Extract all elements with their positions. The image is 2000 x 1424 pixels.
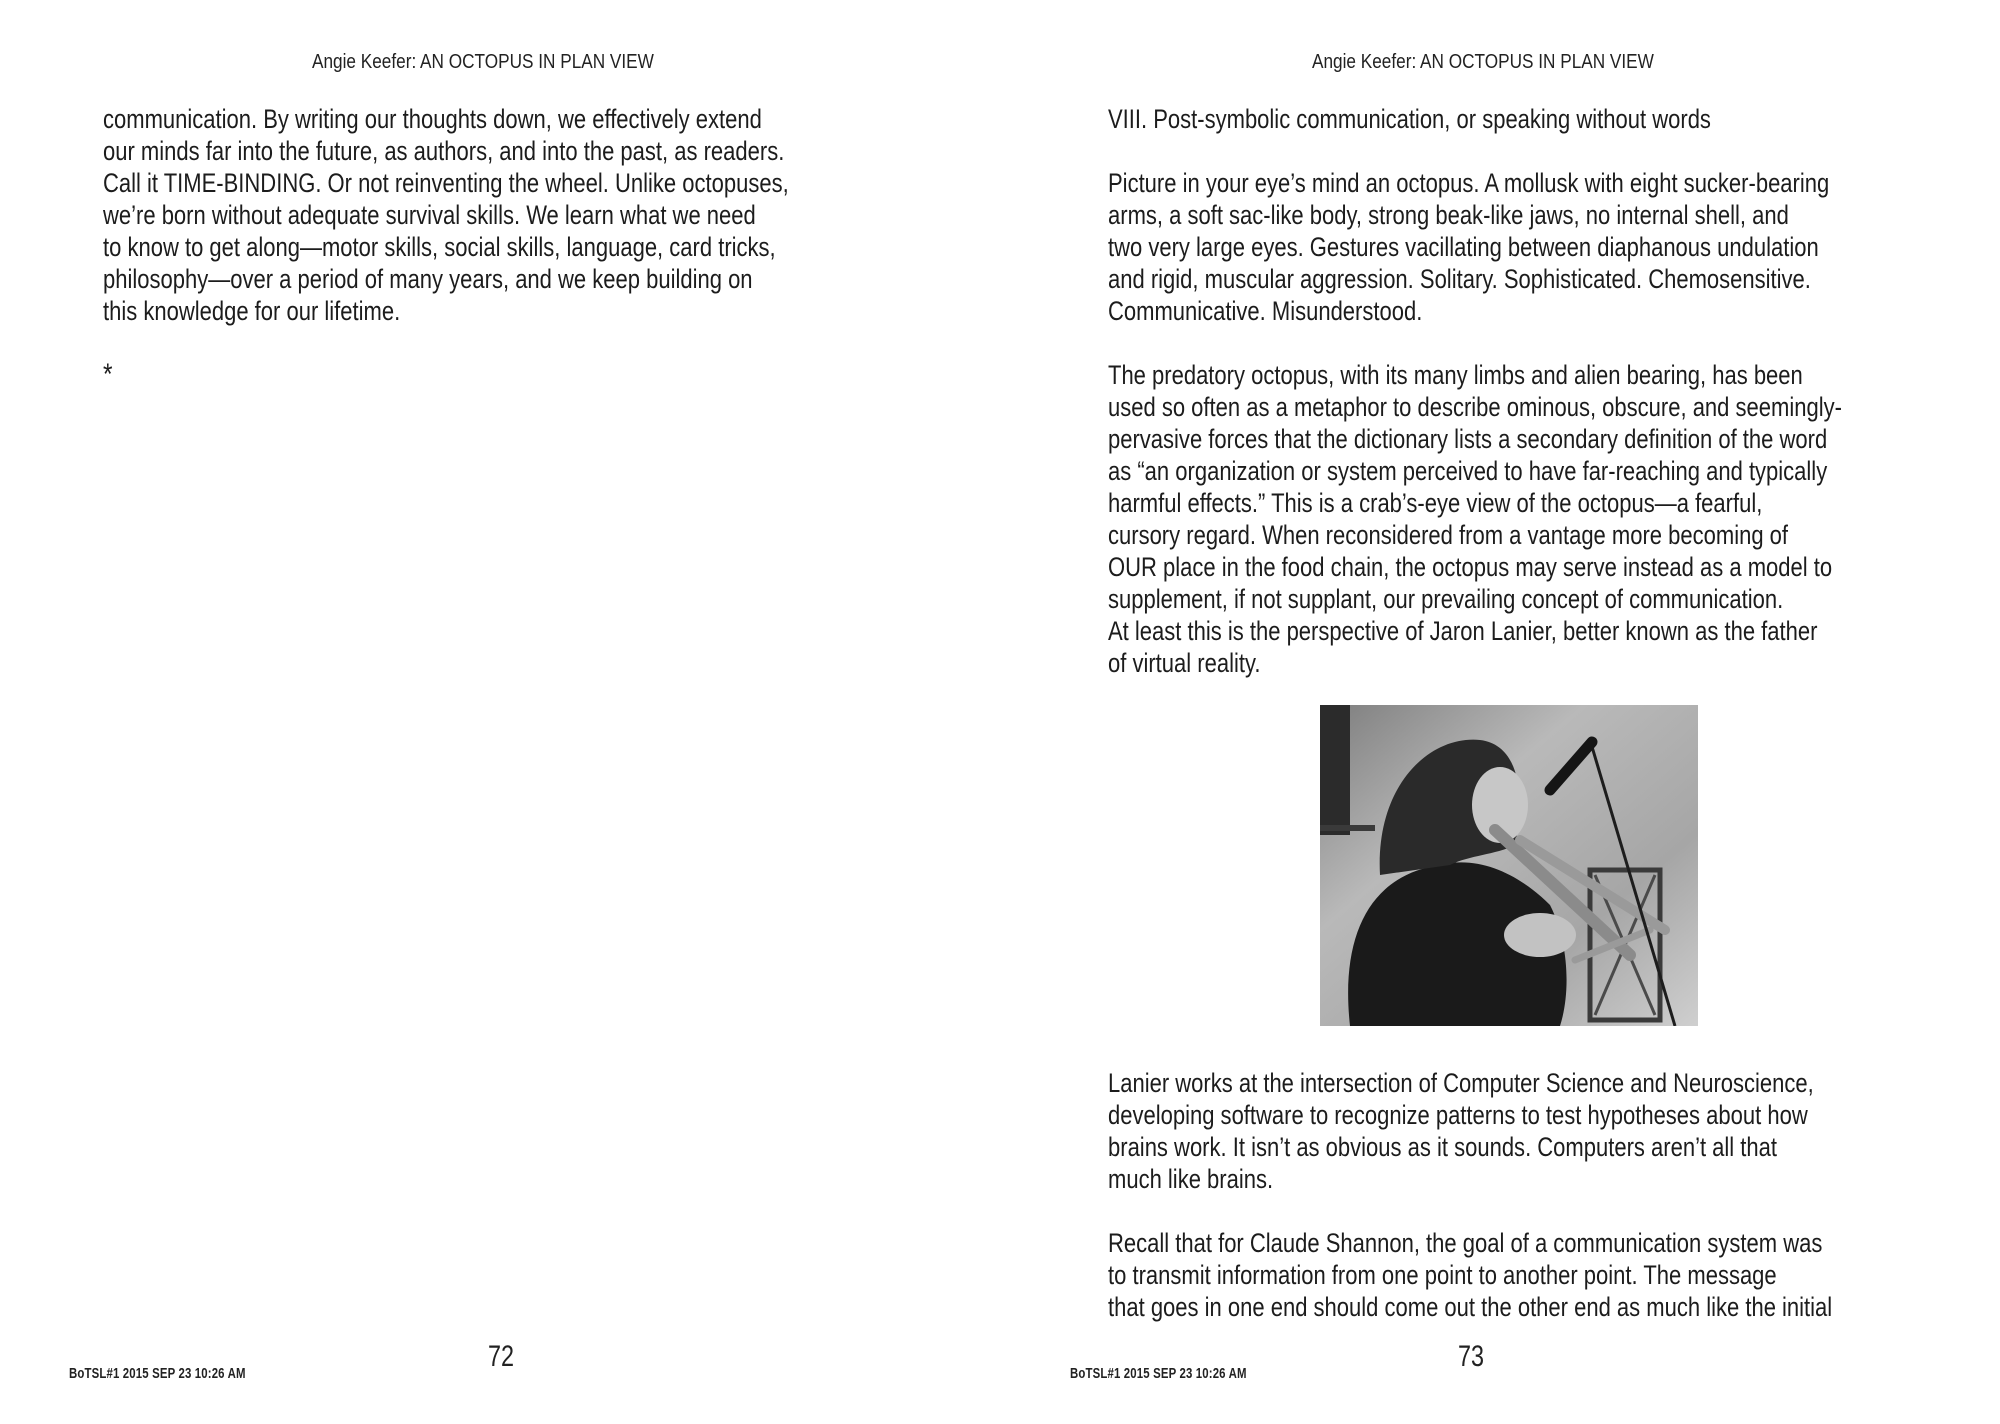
text-line: OUR place in the food chain, the octopus may serve instead as a model to — [1108, 552, 1833, 582]
paragraph-gap — [1108, 327, 2000, 359]
text-line: to know to get along—motor skills, social skills, language, card tricks, — [103, 232, 776, 262]
right-page — [1000, 0, 2000, 1424]
body-text — [103, 103, 944, 391]
text-line: and rigid, muscular aggression. Solitary. Sophisticated. Chemosensitive. — [1108, 264, 1811, 294]
text-line: as “an organization or system perceived to have far-reaching and typically — [1108, 456, 1828, 486]
photo-jaron-lanier — [1320, 705, 1698, 1026]
paragraph-gap — [1108, 135, 2000, 167]
photo-dark-pillar — [1320, 705, 1350, 835]
text-line: Call it TIME-BINDING. Or not reinventing the wheel. Unlike octopuses, — [103, 168, 789, 198]
text-line: Communicative. Misunderstood. — [1108, 296, 1423, 326]
text-line: brains work. It isn’t as obvious as it sounds. Computers aren’t all that — [1108, 1132, 1778, 1162]
paragraph-gap — [103, 327, 944, 359]
photo-figure-hand — [1504, 913, 1576, 957]
text-line: communication. By writing our thoughts down, we effectively extend — [103, 104, 762, 134]
text-line: harmful effects.” This is a crab’s-eye view of the octopus—a fearful, — [1108, 488, 1763, 518]
text-line: arms, a soft sac-like body, strong beak-like jaws, no internal shell, and — [1108, 200, 1789, 230]
section-break-asterisk: * — [103, 358, 113, 391]
text-line: pervasive forces that the dictionary lists a secondary definition of the word — [1108, 424, 1828, 454]
photo-image — [1320, 705, 1698, 1026]
text-line: of virtual reality. — [1108, 648, 1261, 678]
text-line: used so often as a metaphor to describe ominous, obscure, and seemingly- — [1108, 392, 1842, 422]
text-line: philosophy—over a period of many years, and we keep building on — [103, 264, 753, 294]
text-line: The predatory octopus, with its many limbs and alien bearing, has been — [1108, 360, 1803, 390]
page-number: 72 — [488, 1340, 515, 1373]
body-text — [1108, 103, 2000, 679]
text-line: two very large eyes. Gestures vacillating between diaphanous undulation — [1108, 232, 1819, 262]
text-line: Recall that for Claude Shannon, the goal of a communication system was — [1108, 1228, 1823, 1258]
text-line: developing software to recognize patterns to test hypotheses about how — [1108, 1100, 1808, 1130]
text-line: this knowledge for our lifetime. — [103, 296, 401, 326]
text-line: Picture in your eye’s mind an octopus. A mollusk with eight sucker-bearing — [1108, 168, 1830, 198]
text-line: to transmit information from one point to another point. The message — [1108, 1260, 1777, 1290]
print-stamp: BoTSL#1 2015 SEP 23 10:26 AM — [1070, 1365, 1247, 1382]
photo-railing — [1320, 825, 1375, 831]
text-line: cursory regard. When reconsidered from a vantage more becoming of — [1108, 520, 1789, 550]
body-text-continued — [1108, 1067, 1997, 1323]
text-line: we’re born without adequate survival skills. We learn what we need — [103, 200, 756, 230]
print-stamp: BoTSL#1 2015 SEP 23 10:26 AM — [69, 1365, 246, 1382]
text-line: our minds far into the future, as authors, and into the past, as readers. — [103, 136, 785, 166]
text-line: supplement, if not supplant, our prevailing concept of communication. — [1108, 584, 1784, 614]
text-line: Lanier works at the intersection of Computer Science and Neuroscience, — [1108, 1068, 1814, 1098]
paragraph-gap — [1108, 1195, 1997, 1227]
text-line: that goes in one end should come out the other end as much like the initial — [1108, 1292, 1833, 1322]
section-title: VIII. Post-symbolic communication, or speaking without words — [1108, 104, 1711, 134]
text-line: much like brains. — [1108, 1164, 1274, 1194]
page-number: 73 — [1458, 1340, 1485, 1373]
running-head: Angie Keefer: AN OCTOPUS IN PLAN VIEW — [1312, 51, 1654, 73]
text-line: At least this is the perspective of Jaron Lanier, better known as the father — [1108, 616, 1818, 646]
running-head: Angie Keefer: AN OCTOPUS IN PLAN VIEW — [312, 51, 654, 73]
